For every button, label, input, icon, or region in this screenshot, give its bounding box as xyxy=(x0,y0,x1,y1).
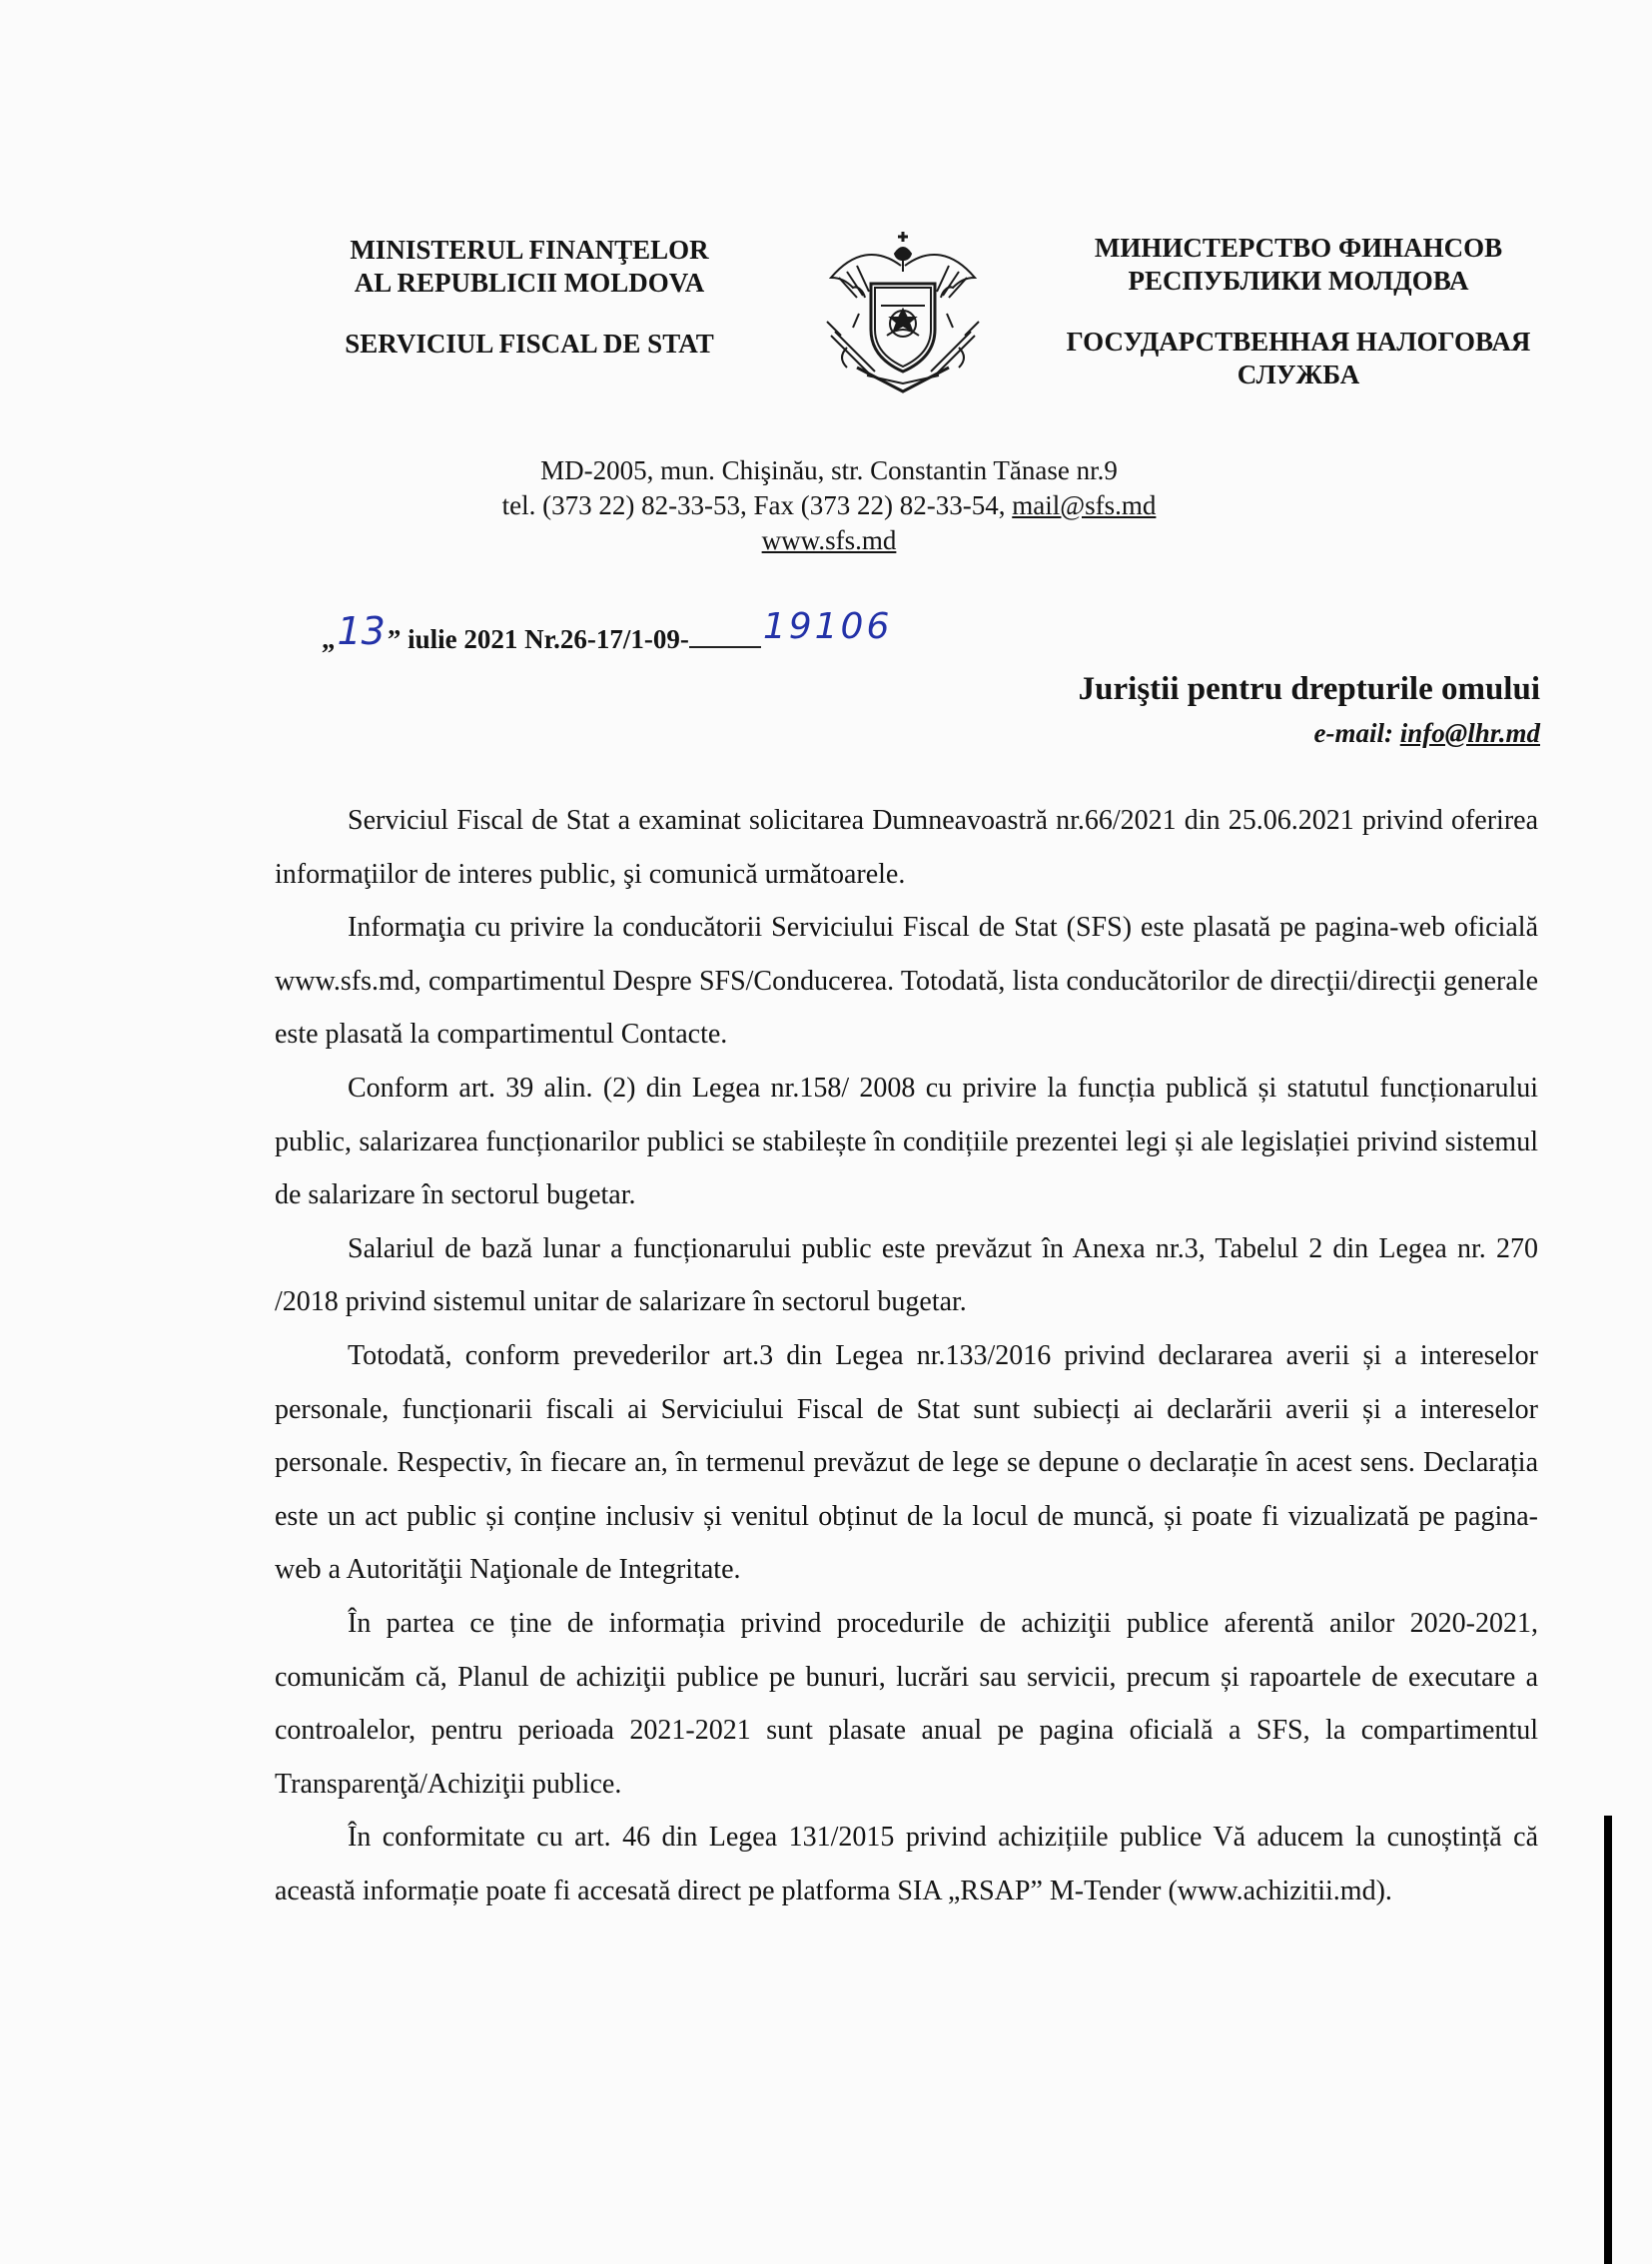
body-paragraph: Informaţia cu privire la conducătorii Serviciului Fiscal de Stat (SFS) este plasată pe pagina-web oficială www.sfs.md, compartimentul Despre SFS/Conducerea. Totodată, lista conducătorilor de direcţii/direcţii generale este plasată la compartimentul Contacte. xyxy=(275,912,1538,1051)
date-close-quote: ” xyxy=(387,624,409,654)
addressee-email-line xyxy=(1079,711,1540,755)
phone-fax-line xyxy=(449,488,1209,523)
email-label: e-mail: xyxy=(1313,718,1400,748)
addressee-name: Juriştii pentru drepturile omului xyxy=(1078,671,1540,707)
website-link[interactable]: www.sfs.md xyxy=(761,525,897,555)
date-and-number-text: iulie 2021 Nr.26-17/1-09- xyxy=(408,624,689,654)
street-address: MD-2005, mun. Chişinău, str. Constantin Tănase nr.9 xyxy=(540,455,1118,485)
date-open-quote: „ xyxy=(322,624,336,654)
body-paragraph: Serviciul Fiscal de Stat a examinat solicitarea Dumneavoastră nr.66/2021 din 25.06.2021 privind oferirea informaţiilor de interes public, şi comunică următoarele. xyxy=(275,805,1538,890)
header-russian xyxy=(1019,232,1578,391)
country-name-ru: РЕСПУБЛИКИ МОЛДОВА xyxy=(1128,266,1469,296)
number-blank-line xyxy=(689,626,761,648)
contact-address xyxy=(449,453,1209,558)
phone-fax-text: tel. (373 22) 82-33-53, Fax (373 22) 82-33-54, xyxy=(501,490,1013,520)
country-name-ro: AL REPUBLICII MOLDOVA xyxy=(354,268,705,298)
ministry-name-ro: MINISTERUL FINANŢELOR xyxy=(350,235,709,265)
reference-line xyxy=(322,606,893,657)
handwritten-number: 19106 xyxy=(762,606,893,647)
service-name-ru-line2: СЛУЖБА xyxy=(1237,360,1360,389)
ministry-name-ru: МИНИСТЕРСТВО ФИНАНСОВ xyxy=(1094,233,1503,263)
contact-email-link[interactable]: mail@sfs.md xyxy=(1012,490,1157,520)
body-paragraph: Totodată, conform prevederilor art.3 din Legea nr.133/2016 privind declararea averii și a intereselor personale, funcționarii fiscali ai Serviciului Fiscal de Stat sunt subiecți ai declarării averii și a intereselor personale. Respectiv, în fiecare an, în termenul prevăzut de lege se depune o declarație în acest sens. Declarația este un act public și conține inclusiv și venitul obținut de la locul de muncă, și poate fi vizualizată pe pagina-web a Autorităţii Naţionale de Integritate. xyxy=(275,1339,1538,1586)
service-name-ro: SERVICIUL FISCAL DE STAT xyxy=(345,329,714,359)
service-name-ru-line1: ГОСУДАРСТВЕННАЯ НАЛОГОВАЯ xyxy=(1066,327,1531,357)
letter-body xyxy=(275,794,1538,1917)
addressee-block xyxy=(1079,667,1540,755)
body-paragraph: Salariul de bază lunar a funcționarului public este prevăzut în Anexa nr.3, Tabelul 2 din Legea nr. 270 /2018 privind sistemul unitar de salarizare în sectorul bugetar. xyxy=(275,1232,1538,1318)
body-paragraph: În partea ce ține de informația privind procedurile de achiziţii publice aferentă anilor 2020-2021, comunicăm că, Planul de achiziţii publice pe bunuri, lucrări sau servicii, precum și rapoartele de executare a controalelor, pentru perioada 2021-2021 sunt plasate anual pe pagina oficială a SFS, la compartimentul Transparenţă/Achiziţii publice. xyxy=(275,1607,1538,1800)
addressee-email-link[interactable]: info@lhr.md xyxy=(1399,718,1540,748)
moldova-coat-of-arms-icon xyxy=(817,226,989,397)
header-romanian xyxy=(300,234,759,361)
handwritten-day: 13 xyxy=(337,609,386,653)
scan-edge-line xyxy=(1604,1816,1612,2264)
body-paragraph: Conform art. 39 alin. (2) din Legea nr.158/ 2008 cu privire la funcția publică și statutul funcționarului public, salarizarea funcționarilor publici se stabilește în condițiile prezentei legi și ale legislației privind sistemul de salarizare în sectorul bugetar. xyxy=(275,1072,1538,1211)
body-paragraph: În conformitate cu art. 46 din Legea 131/2015 privind achizițiile publice Vă aducem la cunoștință că această informație poate fi accesată direct pe platforma SIA „RSAP” M-Tender (www.achizitii.md). xyxy=(275,1822,1538,1906)
